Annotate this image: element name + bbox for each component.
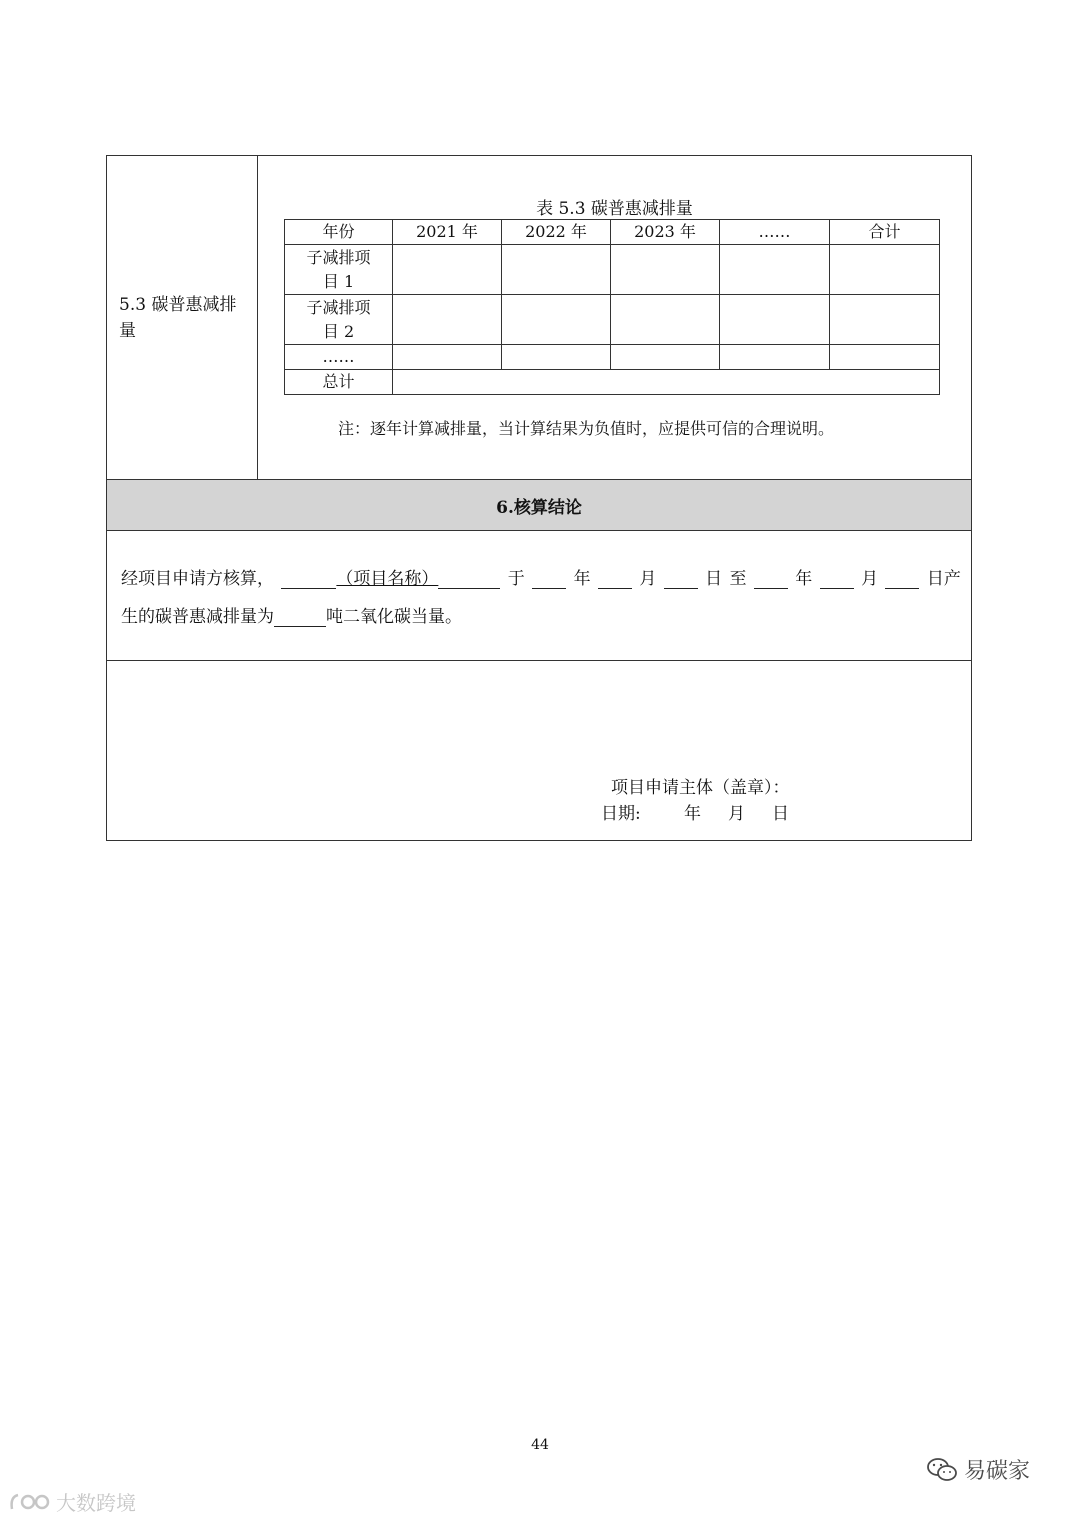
row-label: 子减排项目 2	[285, 295, 393, 345]
end-year-blank	[754, 568, 788, 589]
application-form	[106, 155, 972, 841]
table-cell	[393, 345, 502, 370]
table-cell	[502, 345, 611, 370]
end-day-blank	[885, 568, 919, 589]
row-label: 子减排项目 1	[285, 245, 393, 295]
table-cell	[720, 295, 830, 345]
table-header-row	[285, 220, 940, 245]
table-cell	[393, 245, 502, 295]
table-row	[285, 245, 940, 295]
watermark-right-text: 易碳家	[964, 1459, 1031, 1484]
end-month-blank	[820, 568, 854, 589]
total-label: 总计	[285, 370, 393, 395]
header-cell: 2021 年	[393, 220, 502, 245]
table-cell	[611, 345, 720, 370]
page-number: 44	[531, 1437, 549, 1453]
project-name-placeholder: （项目名称）	[336, 569, 439, 589]
table-note: 注：逐年计算减排量，当计算结果为负值时，应提供可信的合理说明。	[338, 419, 835, 438]
table-row	[285, 345, 940, 370]
conclusion-body	[107, 531, 971, 661]
table-cell	[502, 245, 611, 295]
table-caption: 表 5.3 碳普惠减排量	[536, 199, 693, 219]
section-5-3-label: 5.3 碳普惠减排量	[119, 295, 237, 341]
row-label: ……	[285, 345, 393, 370]
table-cell	[720, 245, 830, 295]
table-cell	[611, 245, 720, 295]
watermark-right	[926, 1454, 1030, 1485]
watermark-left	[8, 1487, 136, 1516]
emission-reduction-table	[284, 219, 940, 395]
day-end-text: 日产	[926, 569, 961, 589]
table-cell	[720, 345, 830, 370]
header-cell: 合计	[830, 220, 940, 245]
start-year-blank	[532, 568, 566, 589]
conclusion-lead-text: 经项目申请方核算，	[121, 569, 274, 589]
signature-area	[107, 661, 971, 840]
to-text: 至	[729, 569, 747, 589]
month-text: 月	[639, 569, 657, 589]
table-cell	[502, 295, 611, 345]
start-month-blank	[598, 568, 632, 589]
total-value	[393, 370, 940, 395]
watermark-left-text: 大数跨境	[56, 1491, 136, 1515]
year-text: 年	[795, 569, 813, 589]
conclusion-line2-tail: 吨二氧化碳当量。	[326, 607, 462, 627]
table-cell	[830, 295, 940, 345]
section-5-3-content	[258, 156, 971, 479]
table-cell	[830, 345, 940, 370]
table-total-row	[285, 370, 940, 395]
table-row	[285, 295, 940, 345]
signing-date-label: 日期: 年 月 日	[601, 804, 789, 824]
section-5-3-label-cell	[107, 156, 258, 479]
month-text: 月	[861, 569, 879, 589]
header-cell: 2022 年	[502, 220, 611, 245]
emission-amount-blank	[274, 606, 326, 627]
conclusion-line-1	[121, 564, 961, 589]
blank-line	[438, 568, 500, 589]
table-cell	[393, 295, 502, 345]
project-name-blank	[281, 564, 500, 589]
conclusion-line2-lead: 生的碳普惠减排量为	[121, 607, 274, 627]
wechat-icon	[926, 1456, 958, 1484]
header-cell: 年份	[285, 220, 393, 245]
conclusion-line-2	[121, 602, 462, 627]
table-cell	[830, 245, 940, 295]
conclusion-title: 6.核算结论	[107, 479, 971, 531]
blank-line	[281, 568, 336, 589]
year-text: 年	[573, 569, 591, 589]
start-day-blank	[664, 568, 698, 589]
header-cell: 2023 年	[611, 220, 720, 245]
header-cell: ……	[720, 220, 830, 245]
table-cell	[611, 295, 720, 345]
day-text: 日	[705, 569, 723, 589]
from-text: 于	[507, 569, 525, 589]
signing-entity-label: 项目申请主体（盖章）：	[611, 778, 790, 798]
logo-icon	[8, 1491, 54, 1513]
